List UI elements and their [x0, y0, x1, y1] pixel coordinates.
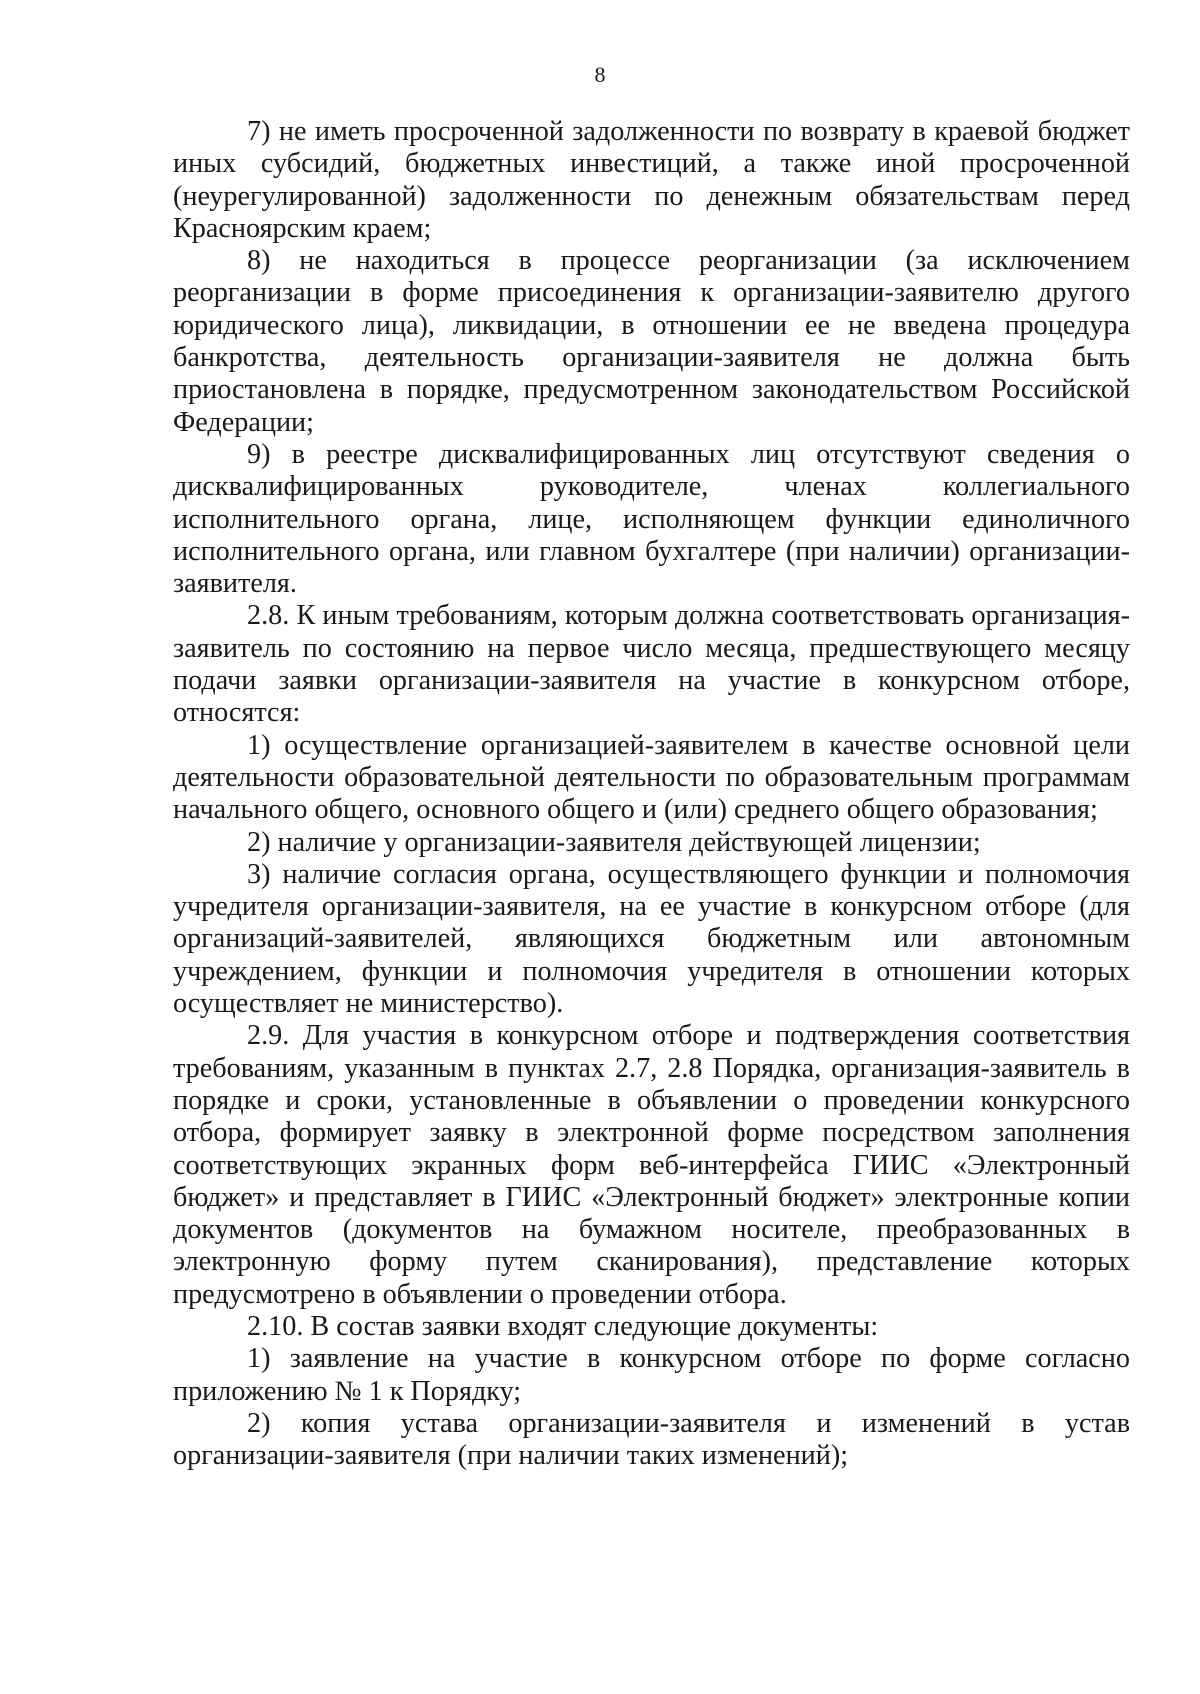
- paragraph-2-10-item-2: 2) копия устава организации-заявителя и изменений в устав организации-заявителя (при наличии таких изменений);: [173, 1407, 1130, 1472]
- paragraph-clause-2-9: 2.9. Для участия в конкурсном отборе и подтверждения соответствия требованиям, указанным в пунктах 2.7, 2.8 Порядка, организация-заявитель в порядке и сроки, установленные в объявлении о проведении конкурсного отбора, формирует заявку в электронной форме посредством заполнения соответствующих экранных форм веб-интерфейса ГИИС «Электронный бюджет» и представляет в ГИИС «Электронный бюджет» электронные копии документов (документов на бумажном носителе, преобразованных в электронную форму путем сканирования), представление которых предусмотрено в объявлении о проведении отбора.: [173, 1020, 1130, 1310]
- paragraph-clause-2-8: 2.8. К иным требованиям, которым должна соответствовать организация-заявитель по состоянию на первое число месяца, предшествующего месяцу подачи заявки организации-заявителя на участие в конкурсном отборе, относятся:: [173, 600, 1130, 729]
- page-number: 8: [594, 62, 606, 87]
- paragraph-item-9-disqualified-registry: 9) в реестре дисквалифицированных лиц отсутствуют сведения о дисквалифицированных руководителе, членах коллегиального исполнительного органа, лице, исполняющем функции единоличного исполнительного органа, или главном бухгалтере (при наличии) организации-заявителя.: [173, 438, 1130, 600]
- paragraph-item-7-debt: 7) не иметь просроченной задолженности по возврату в краевой бюджет иных субсидий, бюджетных инвестиций, а также иной просроченной (неурегулированной) задолженности по денежным обязательствам перед Красноярским краем;: [173, 116, 1130, 244]
- paragraph-2-10-item-1: 1) заявление на участие в конкурсном отборе по форме согласно приложению № 1 к Порядку;: [173, 1343, 1130, 1407]
- paragraph-item-8-reorganization: 8) не находиться в процессе реорганизации (за исключением реорганизации в форме присоединения к организации-заявителю другого юридического лица), ликвидации, в отношении ее не введена процедура банкротства, деятельность организации-заявителя не должна быть приостановлена в порядке, предусмотренном законодательством Российской Федерации;: [173, 245, 1130, 438]
- paragraph-2-8-item-2: 2) наличие у организации-заявителя действующей лицензии;: [247, 826, 981, 858]
- paragraph-clause-2-10: 2.10. В состав заявки входят следующие документы:: [247, 1310, 879, 1342]
- paragraph-2-8-item-1: 1) осуществление организацией-заявителем в качестве основной цели деятельности образовательной деятельности по образовательным программам начального общего, основного общего и (или) среднего общего образования;: [173, 729, 1130, 826]
- paragraph-2-8-item-3: 3) наличие согласия органа, осуществляющего функции и полномочия учредителя организации-заявителя, на ее участие в конкурсном отборе (для организаций-заявителей, являющихся бюджетным или автономным учреждением, функции и полномочия учредителя в отношении которых осуществляет не министерство).: [173, 858, 1130, 1020]
- document-body: [173, 116, 1130, 1472]
